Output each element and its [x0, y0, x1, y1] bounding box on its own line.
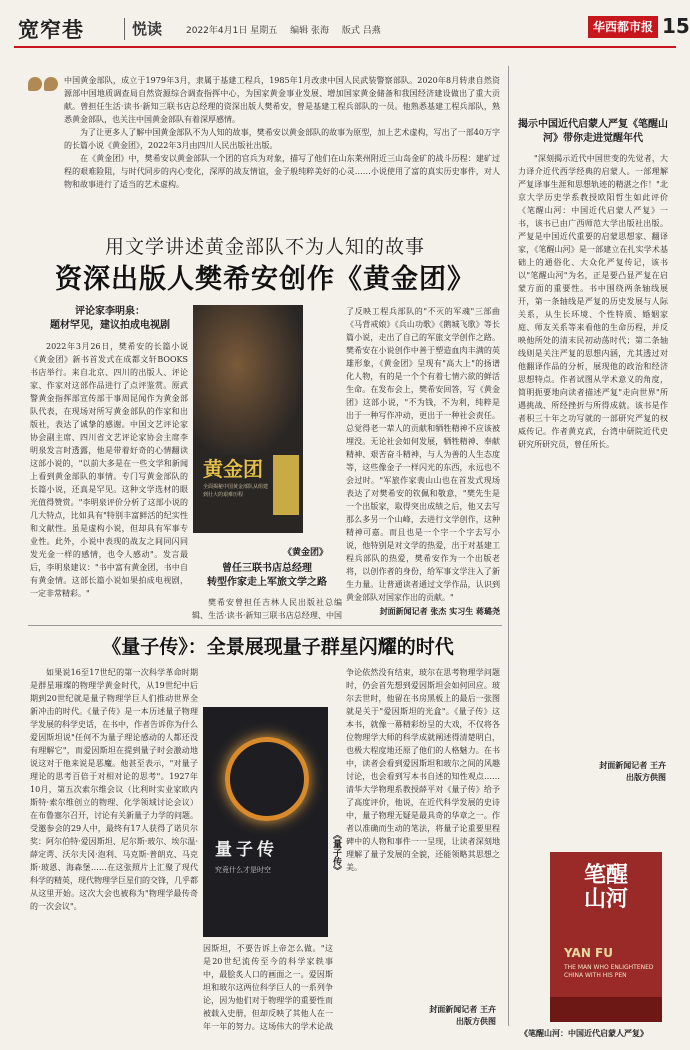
story1-col3-text: 了反映工程兵部队的"不灭的军魂"三部曲《马背戒娘》《兵山功歌》《鹅城飞歌》等长篇小说，走出了自己的军旅文学创作之路。樊希安在小说创作中善于塑造血肉丰满的英雄形象，《黄金团》呈现有"高大上"的扬谱化人物，有的是一个个有着七情六欲的鲜活生命。在发布会上，樊希安回答，写《黄金团》这部小说，"不为钱，不为利，纯粹是出于一种写作冲动，更出于一种社会责任。总觉得老一辈人的贡献和牺牲精神不应该被埋没。无论社会如何发展，牺牲精神、奉献精神、艰苦奋斗精神，与人为善的人生态度等，这些像金子一样闪光的东西，永远也不会过时。"军旅作家裴山山也在首发式现场表达了对樊希安的钦佩和敬意，"樊先生是一个出版家，取得突出成绩之后，他又去写那么多另一个山峰，去进行文学创作，这种精神可嘉。而且也是一个字一个字去写小说，他特别是对文学的热爱，出于对基建工程兵部队的热爱，樊希安作为一个出版老将，以创作者的身份，给军事文学注入了新生力量。让普通读者通过文学作品，认识到黄金部队对国家作出的贡献。": [346, 307, 500, 602]
story2-col2-text: 因斯坦，不要告诉上帝怎么做。"这是20世纪流传至今的科学家轶事中，最脍炙人口的画面之一。爱因斯坦和玻尔这两位科学巨人的一系列争论，因为他们对于物理学的重要性而被载入史册，但却反映了其他人在一年一年的努力。这场伟大的学术论战: [203, 944, 333, 1031]
book-cover-quantum: [203, 707, 328, 937]
story2-col3-text: 争论依然没有结束，玻尔在思考物理学问题时，仍会首先想到爱因斯坦会如何回应。玻尔去世时，他留在书房黑板上的最后一张图就是关于"爱因斯坦的光盒"。《量子传》这本书，就像一幕精彩纷呈的大戏，不仅将各位物理学大师的科学成就阐述得清楚明白，也极大程度地还原了他们的人格魅力。在书中，读者会看到爱因斯坦和玻尔之间的风趣讨论，也会看到写本书自述的知性观点……清华大学物理系教授薛平对《量子传》给予了高度评价，他说，在近代科学发展的史诗中，量子物理无疑是最具奇的华章之一。作者以准确而生动的笔法，将量子论重要里程碑中的人物和事件一一呈现，让读者深刻地理解了量子发展的全貌，还能领略其思想之美。: [346, 668, 500, 872]
subhead-line: 题材罕见，建议拍成电视剧: [50, 320, 170, 331]
cover-title: 量子传: [215, 840, 278, 860]
byline-source: 出版方供图: [626, 773, 666, 782]
section-name: 悦读: [132, 20, 163, 38]
subhead-line: 曾任三联书店总经理: [222, 563, 312, 574]
book-caption-quantum: 《量子传》: [331, 830, 341, 875]
masthead-divider: [124, 18, 125, 40]
intro-text: [64, 74, 500, 214]
story1-col2: [192, 596, 342, 622]
cover-artwork: [193, 305, 303, 455]
cover-title: 黄金团: [203, 457, 263, 481]
story1-subhead-left: [30, 305, 190, 333]
masthead: [14, 10, 690, 48]
story2-col1-text: 如果说16至17世纪的第一次科学革命时期是群星璀璨的物理学黄金时代，从19世纪中后期到20世纪就是量子物理学巨人们推动世界全新冲击的时代。《量子传》是一本历述量子物理学发展的科学史话，在书中，作者告诉你为什么爱因斯坦说"任何不为量子理论感动的人都还没有理解它"，而爱因斯坦在提到量子时会激动地说这对于他来说是恶魔。他甚至表示，"对量子理论的思考百倍于对相对论的思考"。1927年10月，第五次索尔维会议（比利时实业家欧内斯特·索尔维创立的物理、化学领域讨论会议）在布鲁塞尔召开，讨论有关新量子力学的问题。受邀参会的29人中，最终有17人获得了诺贝尔奖：阿尔伯特·爱因斯坦、尼尔斯·玻尔、埃尔温·薛定谔、沃尔夫冈·泡利、马克斯·普朗克、马克斯·玻恩、海森堡……在这张照片上汇聚了现代科学的精英，现代物理学巨星们的交锋，几乎都从这里开始。这次大会也被称为"物理学最传奇的一次会议"。: [30, 668, 198, 911]
section-divider: [28, 625, 502, 626]
story1-col3: [346, 305, 500, 605]
cover-artwork-ring: [225, 737, 309, 821]
cover-subtitle: 究竟什么才是时空: [215, 866, 271, 874]
book-cover-golden-regiment: [193, 305, 303, 533]
story2-byline: [346, 1004, 496, 1028]
intro-paragraph-3: 在《黄金团》中，樊希安以黄金部队一个团的官兵为对象，描写了他们在山东莱州附近三山岛金矿的战斗历程：建矿过程的艰难险阻，与时代同步的内心变化，深厚的战友情谊，金子般纯粹美好的心灵……小说使用了富的真实历史事件，对人物和故事进行了适当的艺术虚构。: [64, 154, 500, 189]
byline-reporter: 封面新闻记者 王卉: [599, 761, 666, 770]
masthead-meta: [186, 23, 391, 36]
story2-col2: [203, 942, 333, 1032]
page-number: 15: [662, 14, 690, 38]
story1-byline: 封面新闻记者 张杰 实习生 蒋璐尧: [379, 607, 500, 616]
story3-headline: 揭示中国近代启蒙人严复《笔醒山河》带你走进觉醒年代: [518, 119, 668, 144]
layout-credit: 版式 吕燕: [341, 26, 381, 36]
story2-col1: [30, 666, 198, 1032]
byline-source: 出版方供图: [456, 1017, 496, 1026]
editor-credit: 编辑 张海: [290, 26, 329, 36]
book-cover-yan-fu: [550, 852, 662, 1022]
book-caption-yanfu: 《笔醒山河：中国近代启蒙人严复》: [520, 1029, 648, 1038]
story1-headline-main: 资深出版人樊希安创作《黄金团》: [55, 264, 475, 295]
story1-col2-text: 樊希安曾担任吉林人民出版社总编辑、生活·读书·新知三联书店总经理、中国: [192, 598, 342, 620]
cover-subtitle-en: THE MAN WHO ENLIGHTENED CHINA WITH HIS PEN: [564, 964, 654, 979]
story1-subhead-mid: [192, 562, 342, 590]
column-name: 宽窄巷: [18, 18, 84, 42]
intro-paragraph-2: 为了让更多人了解中国黄金部队不为人知的故事，樊希安以黄金部队的故事为原型，加上艺术虚构，写出了一部40万字的长篇小说《黄金团》，2022年3月由四川人民出版社出版。: [64, 128, 500, 150]
subhead-line: 评论家李明泉：: [75, 306, 145, 317]
cover-title: 笔醒山河: [584, 863, 629, 912]
story3-byline: [518, 760, 666, 784]
story3-body: "深刻揭示近代中国世变的先觉者，大力译介近代西学经典的启蒙人。一部理解严复译事生涯和思想轨迹的精湛之作！"北京大学历史学系教授欧阳哲生如此评价《笔醒山河：中国近代启蒙人严复》一书，该书已由广西师范大学出版社出版。严复是中国近代重要的启蒙思想家、翻译家，《笔醒山河》是一部建立在扎实学术基础上的通俗化、大众化严复传记，该书以"笔醒山河"为名，正是要凸显严复在启蒙方面的重要性。书中围绕两条轴线展开，第一条轴线是严复的历史发展与人际关系，从生长环境、个性特质、婚姻家庭、师友关系等来看他的生命历程，并反映他所处的清末民初动荡时代；第二条轴线则是关注严复的思想内涵，尤其透过对他翻译作品的分析，展现他的政治和经济思想特点。作者试图从学术意义的角度，简明扼要地向读者描述严复"走向世界"所遇挑战、所经挫折与所得成就。该书是作者积三十年之功写就的一部研究严复的权威传记。作者黄克武，台湾中研院近代史研究所研究员，曾任所长。: [518, 154, 668, 449]
newspaper-logo: 华西都市报: [588, 16, 658, 38]
cover-tagline: 全面揭秘中国黄金部队从组建到壮大的艰难历程: [203, 484, 269, 498]
story3-text: [518, 152, 668, 752]
story2-headline: 《量子传》：全景展现量子群星闪耀的时代: [102, 636, 454, 658]
subhead-line: 转型作家走上军旅文学之路: [207, 577, 327, 588]
story1-col1-text: 2022年3月26日，樊希安的长篇小说《黄金团》新书首发式在成都文轩BOOKS书店举行。来自北京、四川的出版人、评论家、作家对这部作品进行了点评鉴赏。原武警黄金指挥部宣传部干事周昆闻作为黄金部队代表，在现场对所写黄金部队的作家和出版社，表达了诚挚的感谢。中国文艺评论家协会副主席、四川省文艺评论家协会主席李明泉发言时透露，他是带着好奇的心情翻读这部小说的，"以前大多是在一些文学和新闻上看到黄金部队的事情。专门写黄金部队的长篇小说，还真是罕见。这种文学选材的眼光值得赞赏。"李明泉评价分析了这部小说的几大特点，比如具有"特别丰富鲜活的纪实性和文献性。虽是虚构小说，但却具有军事专业性。此外，小说中表现的战友之间同闪同发光金一样的感情，也令人感动"。发言最后，李明泉建议："书中富有黄金团，书中自有黄金情。这部长篇小说如果拍成电视剧，一定非常精彩。": [30, 342, 188, 598]
story1-col1: [30, 340, 188, 620]
issue-date: 2022年4月1日 星期五: [186, 26, 278, 36]
cover-author-en: YAN FU: [564, 946, 613, 960]
intro-paragraph: 中国黄金部队，成立于1979年3月，隶属于基建工程兵，1985年1月改隶中国人民武装警察部队。2020年8月转隶自然资源部中国地质调查局自然资源综合调查指挥中心，为国家黄金事业发展、增加国家黄金储备和我国经济建设做出了重大贡献。曾担任生活·读书·新知三联书店总经理的资深出版人樊希安，曾是基建工程兵部队的一员。他熟悉基建工程兵部队，熟悉黄金部队，也关注中国黄金部队有着深厚感情。: [64, 76, 500, 124]
cover-band: [550, 997, 662, 1022]
cover-stripe: [273, 455, 299, 515]
quote-icon: [28, 76, 60, 96]
book-caption-gold: 《黄金团》: [283, 548, 329, 558]
byline-reporter: 封面新闻记者 王卉: [429, 1005, 496, 1014]
story1-headline-top: 用文学讲述黄金部队不为人知的故事: [104, 236, 425, 258]
story2-col3: [346, 666, 500, 1002]
column-divider: [508, 66, 509, 1026]
